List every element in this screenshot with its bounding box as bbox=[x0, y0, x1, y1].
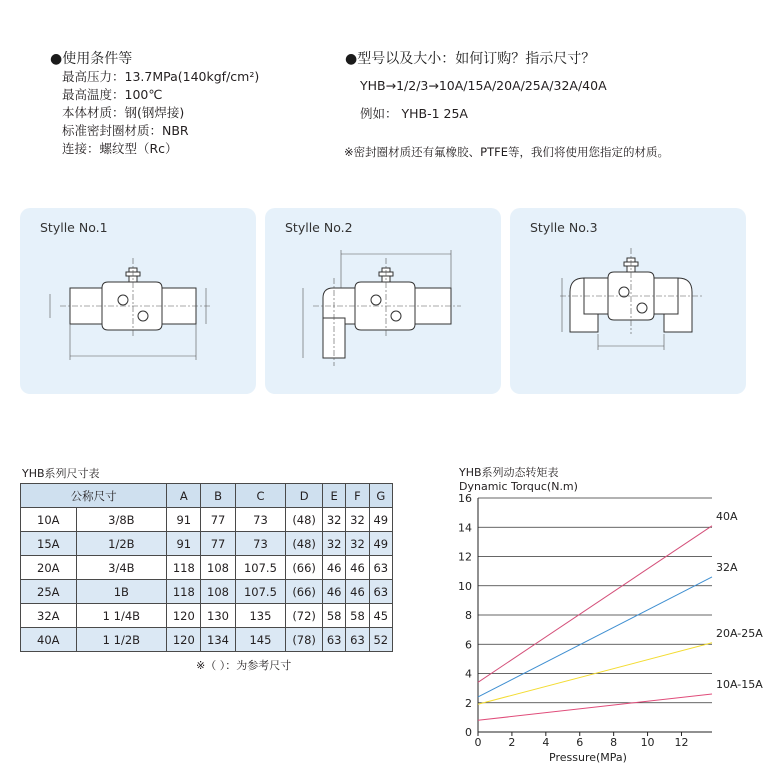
cell-f: 32 bbox=[346, 532, 369, 556]
header-d: D bbox=[286, 484, 323, 508]
cell-d: (66) bbox=[286, 556, 323, 580]
cell-e: 58 bbox=[322, 604, 345, 628]
cell-d: (72) bbox=[286, 604, 323, 628]
cell-c: 135 bbox=[235, 604, 286, 628]
y-tick-label: 8 bbox=[465, 609, 472, 622]
cell-size: 25A bbox=[21, 580, 77, 604]
y-tick-label: 10 bbox=[458, 579, 472, 593]
style-panel-1 bbox=[20, 208, 256, 394]
table-row bbox=[21, 556, 393, 580]
dimension-table-title: YHB系列尺寸表 bbox=[22, 467, 100, 480]
table-row bbox=[21, 604, 393, 628]
table-row bbox=[21, 532, 393, 556]
chart-y-axis-label: Dynamic Torquc(N.m) bbox=[459, 480, 578, 493]
cell-d: (66) bbox=[286, 580, 323, 604]
cell-size: 10A bbox=[21, 508, 77, 532]
table-row bbox=[21, 628, 393, 652]
cell-size: 15A bbox=[21, 532, 77, 556]
series-label: 20A-25A bbox=[716, 626, 763, 640]
x-tick-label: 2 bbox=[508, 736, 516, 749]
table-row bbox=[21, 508, 393, 532]
cell-b: 77 bbox=[201, 532, 235, 556]
cell-size: 32A bbox=[21, 604, 77, 628]
header-b: B bbox=[201, 484, 235, 508]
cell-b: 108 bbox=[201, 580, 235, 604]
x-tick-label: 6 bbox=[576, 736, 584, 749]
cell-g: 52 bbox=[369, 628, 392, 652]
table-header-row bbox=[21, 484, 393, 508]
cell-a: 118 bbox=[167, 556, 201, 580]
cell-e: 63 bbox=[322, 628, 345, 652]
dimension-table-note: ※（ ）：为参考尺寸 bbox=[196, 659, 292, 672]
cell-f: 46 bbox=[346, 580, 369, 604]
header-g: G bbox=[369, 484, 392, 508]
cell-f: 46 bbox=[346, 556, 369, 580]
cell-a: 120 bbox=[167, 628, 201, 652]
header-nominal-size: 公称尺寸 bbox=[21, 484, 167, 508]
header-e: E bbox=[322, 484, 345, 508]
cell-f: 63 bbox=[346, 628, 369, 652]
cell-thread: 1 1/4B bbox=[76, 604, 167, 628]
cell-g: 63 bbox=[369, 556, 392, 580]
cell-c: 107.5 bbox=[235, 556, 286, 580]
ordering-example: 例如： YHB-1 25A bbox=[360, 106, 468, 121]
series-line-40a bbox=[478, 526, 712, 682]
dimension-table bbox=[20, 483, 393, 652]
cell-b: 108 bbox=[201, 556, 235, 580]
header-a: A bbox=[167, 484, 201, 508]
y-tick-label: 12 bbox=[458, 550, 472, 564]
style-panel-3 bbox=[510, 208, 746, 394]
cell-a: 91 bbox=[167, 532, 201, 556]
cell-e: 46 bbox=[322, 556, 345, 580]
cell-size: 20A bbox=[21, 556, 77, 580]
series-label: 10A-15A bbox=[716, 677, 763, 691]
cell-b: 77 bbox=[201, 508, 235, 532]
cell-thread: 1/2B bbox=[76, 532, 167, 556]
x-tick-label: 8 bbox=[610, 736, 618, 749]
y-tick-label: 6 bbox=[465, 638, 472, 652]
cell-a: 91 bbox=[167, 508, 201, 532]
y-tick-label: 14 bbox=[458, 521, 472, 535]
cell-thread: 1 1/2B bbox=[76, 628, 167, 652]
cell-g: 49 bbox=[369, 508, 392, 532]
header-f: F bbox=[346, 484, 369, 508]
condition-seal-material: 标准密封圈材质：NBR bbox=[62, 123, 189, 138]
condition-body-material: 本体材质：钢(钢焊接) bbox=[62, 105, 185, 120]
conditions-list bbox=[62, 68, 259, 158]
conditions-title: ●使用条件等 bbox=[50, 51, 133, 67]
x-axis-label: Pressure(MPa) bbox=[549, 751, 627, 764]
style-label-1: Stylle No.1 bbox=[40, 220, 108, 235]
header-c: C bbox=[235, 484, 286, 508]
cell-a: 120 bbox=[167, 604, 201, 628]
cell-f: 32 bbox=[346, 508, 369, 532]
cell-e: 46 bbox=[322, 580, 345, 604]
cell-e: 32 bbox=[322, 508, 345, 532]
ordering-note: ※密封圈材质还有氟橡胶、PTFE等，我们将使用您指定的材质。 bbox=[344, 145, 669, 159]
cell-thread: 3/8B bbox=[76, 508, 167, 532]
cell-b: 134 bbox=[201, 628, 235, 652]
cell-g: 49 bbox=[369, 532, 392, 556]
condition-connection: 连接：螺纹型（Rc） bbox=[62, 141, 178, 156]
ordering-title: ●型号以及大小：如何订购？指示尺寸？ bbox=[345, 51, 596, 67]
ordering-code: YHB→1/2/3→10A/15A/20A/25A/32A/40A bbox=[360, 78, 607, 93]
x-tick-label: 10 bbox=[640, 736, 655, 749]
cell-c: 73 bbox=[235, 508, 286, 532]
cell-g: 63 bbox=[369, 580, 392, 604]
style-label-2: Stylle No.2 bbox=[285, 220, 353, 235]
condition-pressure: 最高压力：13.7MPa(140kgf/cm²) bbox=[62, 69, 260, 84]
table-row bbox=[21, 580, 393, 604]
cell-d: (48) bbox=[286, 508, 323, 532]
x-tick-label: 0 bbox=[474, 736, 482, 749]
cell-thread: 3/4B bbox=[76, 556, 167, 580]
cell-g: 45 bbox=[369, 604, 392, 628]
cell-f: 58 bbox=[346, 604, 369, 628]
cell-d: (48) bbox=[286, 532, 323, 556]
cell-b: 130 bbox=[201, 604, 235, 628]
x-tick-label: 4 bbox=[542, 736, 550, 749]
style-2-drawing bbox=[265, 238, 501, 388]
style-1-drawing bbox=[20, 238, 256, 388]
chart-title: YHB系列动态转矩表 bbox=[459, 466, 559, 479]
y-tick-label: 0 bbox=[465, 726, 472, 739]
condition-temperature: 最高温度：100℃ bbox=[62, 87, 163, 102]
cell-d: (78) bbox=[286, 628, 323, 652]
style-panel-2 bbox=[265, 208, 501, 394]
series-line-32a bbox=[478, 577, 712, 697]
cell-c: 107.5 bbox=[235, 580, 286, 604]
cell-c: 145 bbox=[235, 628, 286, 652]
cell-thread: 1B bbox=[76, 580, 167, 604]
cell-a: 118 bbox=[167, 580, 201, 604]
y-tick-label: 16 bbox=[458, 492, 472, 505]
series-label: 32A bbox=[716, 560, 738, 574]
torque-chart bbox=[440, 490, 775, 775]
y-tick-label: 4 bbox=[465, 667, 472, 681]
series-line-10a-15a bbox=[478, 694, 712, 720]
style-label-3: Stylle No.3 bbox=[530, 220, 598, 235]
series-label: 40A bbox=[716, 509, 738, 523]
cell-size: 40A bbox=[21, 628, 77, 652]
cell-c: 73 bbox=[235, 532, 286, 556]
style-3-drawing bbox=[510, 238, 746, 388]
x-tick-label: 12 bbox=[674, 736, 689, 749]
cell-e: 32 bbox=[322, 532, 345, 556]
y-tick-label: 2 bbox=[465, 696, 472, 710]
